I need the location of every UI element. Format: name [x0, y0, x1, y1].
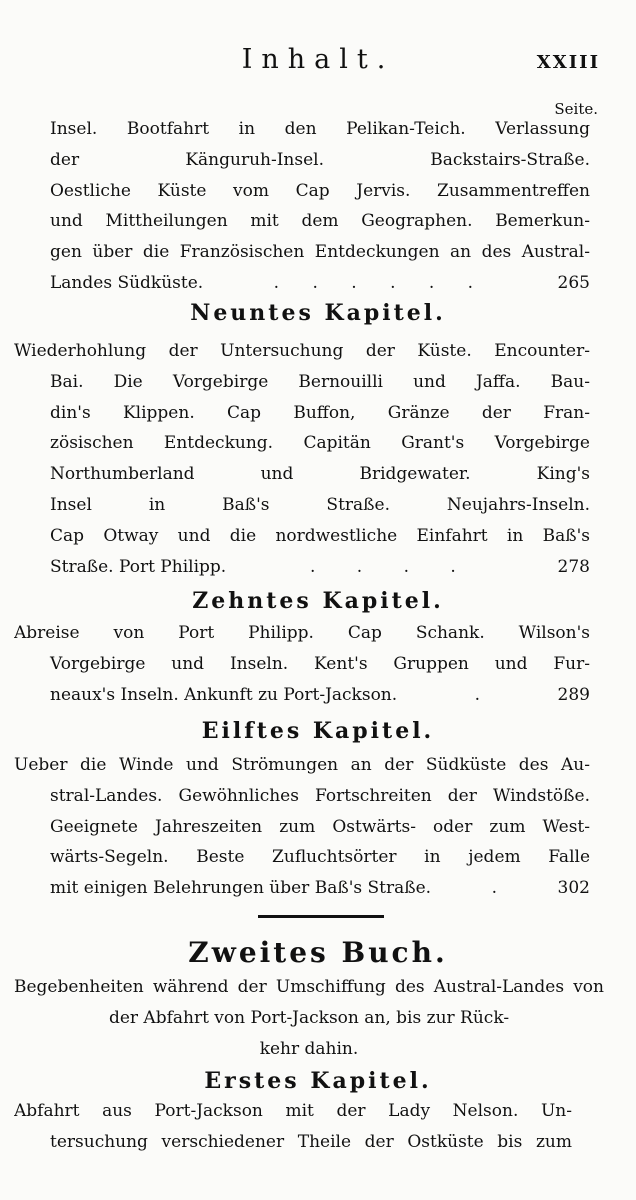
book-line: Begebenheiten während der Umschiffung des Austral-Landes von: [14, 977, 604, 997]
entry-line: und Mittheilungen mit dem Geographen. Bemerkun-: [50, 211, 590, 232]
entry-line: Oestliche Küste vom Cap Jervis. Zusammentreffen: [50, 180, 590, 201]
entry-line: Ueber die Winde und Strömungen an der Südküste des Au-: [14, 755, 590, 775]
page-title: Inhalt.: [241, 44, 395, 75]
entry-line: Insel in Baß's Straße. Neujahrs-Inseln.: [50, 494, 590, 515]
entry-line: Abfahrt aus Port-Jackson mit der Lady Nelson. Un-: [14, 1101, 572, 1121]
page-number: XXIII: [536, 52, 600, 73]
entry-line: neaux's Inseln. Ankunft zu Port-Jackson.: [50, 684, 398, 705]
book-line: der Abfahrt von Port-Jackson an, bis zur Rück-: [108, 1007, 510, 1028]
dot-leader: . . . . . .: [273, 272, 488, 293]
dot-leader: .: [491, 878, 497, 899]
entry-line: Insel. Bootfahrt in den Pelikan-Teich. Verlassung: [50, 119, 590, 139]
entry-line: stral-Landes. Gewöhnliches Fortschreiten der Windstöße.: [50, 785, 590, 806]
toc-entry: [14, 1096, 572, 1158]
entry-last-line: [14, 873, 590, 904]
page-reference: 302: [557, 878, 590, 899]
entry-line: Northumberland und Bridgewater. King's: [50, 464, 590, 485]
entry-line: Geeignete Jahreszeiten zum Ostwärts- oder zum West-: [50, 816, 590, 837]
dot-leader: . . . .: [309, 556, 474, 577]
page-reference: 289: [557, 684, 590, 705]
entry-line: Abreise von Port Philipp. Cap Schank. Wilson's: [14, 623, 590, 643]
entry-line: mit einigen Belehrungen über Baß's Straße.: [50, 878, 432, 899]
entry-line: der Känguruh-Insel. Backstairs-Straße.: [50, 149, 590, 170]
chapter-heading: Erstes Kapitel.: [204, 1068, 432, 1094]
entry-line: Landes Südküste.: [50, 272, 204, 293]
entry-last-line: [50, 268, 590, 299]
entry-line: Straße. Port Philipp.: [50, 556, 227, 577]
page-reference: 265: [557, 272, 590, 293]
running-header: [0, 44, 636, 84]
chapter-heading: Neuntes Kapitel.: [190, 300, 446, 326]
entry-line: din's Klippen. Cap Buffon, Gränze der Fran-: [50, 402, 590, 423]
entry-last-line: [14, 680, 590, 711]
entry-line: zösischen Entdeckung. Capitän Grant's Vorgebirge: [50, 433, 590, 454]
toc-entry-continued: [50, 114, 590, 299]
page-reference: 278: [557, 556, 590, 577]
dot-leader: .: [474, 684, 481, 705]
entry-line: tersuchung verschiedener Theile der Ostküste bis zum: [50, 1131, 572, 1152]
book-line: kehr dahin.: [259, 1038, 359, 1059]
toc-entry: [14, 750, 590, 904]
toc-entry: [14, 618, 590, 710]
entry-line: Cap Otway und die nordwestliche Einfahrt in Baß's: [50, 525, 590, 546]
seite-label: Seite.: [554, 100, 598, 118]
section-divider: [258, 915, 384, 918]
entry-last-line: [14, 552, 590, 583]
entry-line: gen über die Französischen Entdeckungen an des Austral-: [50, 242, 590, 263]
toc-entry: [14, 336, 590, 582]
entry-line: Bai. Die Vorgebirge Bernouilli und Jaffa. Bau-: [50, 371, 590, 392]
entry-line: Vorgebirge und Inseln. Kent's Gruppen und Fur-: [50, 653, 590, 674]
entry-line: wärts-Segeln. Beste Zufluchtsörter in jedem Falle: [50, 847, 590, 868]
entry-line: Wiederhohlung der Untersuchung der Küste. Encounter-: [14, 341, 590, 361]
book-description: [14, 972, 604, 1064]
chapter-heading: Eilftes Kapitel.: [201, 718, 435, 744]
chapter-heading: Zehntes Kapitel.: [192, 588, 444, 614]
book-heading: Zweites Buch.: [188, 936, 448, 969]
